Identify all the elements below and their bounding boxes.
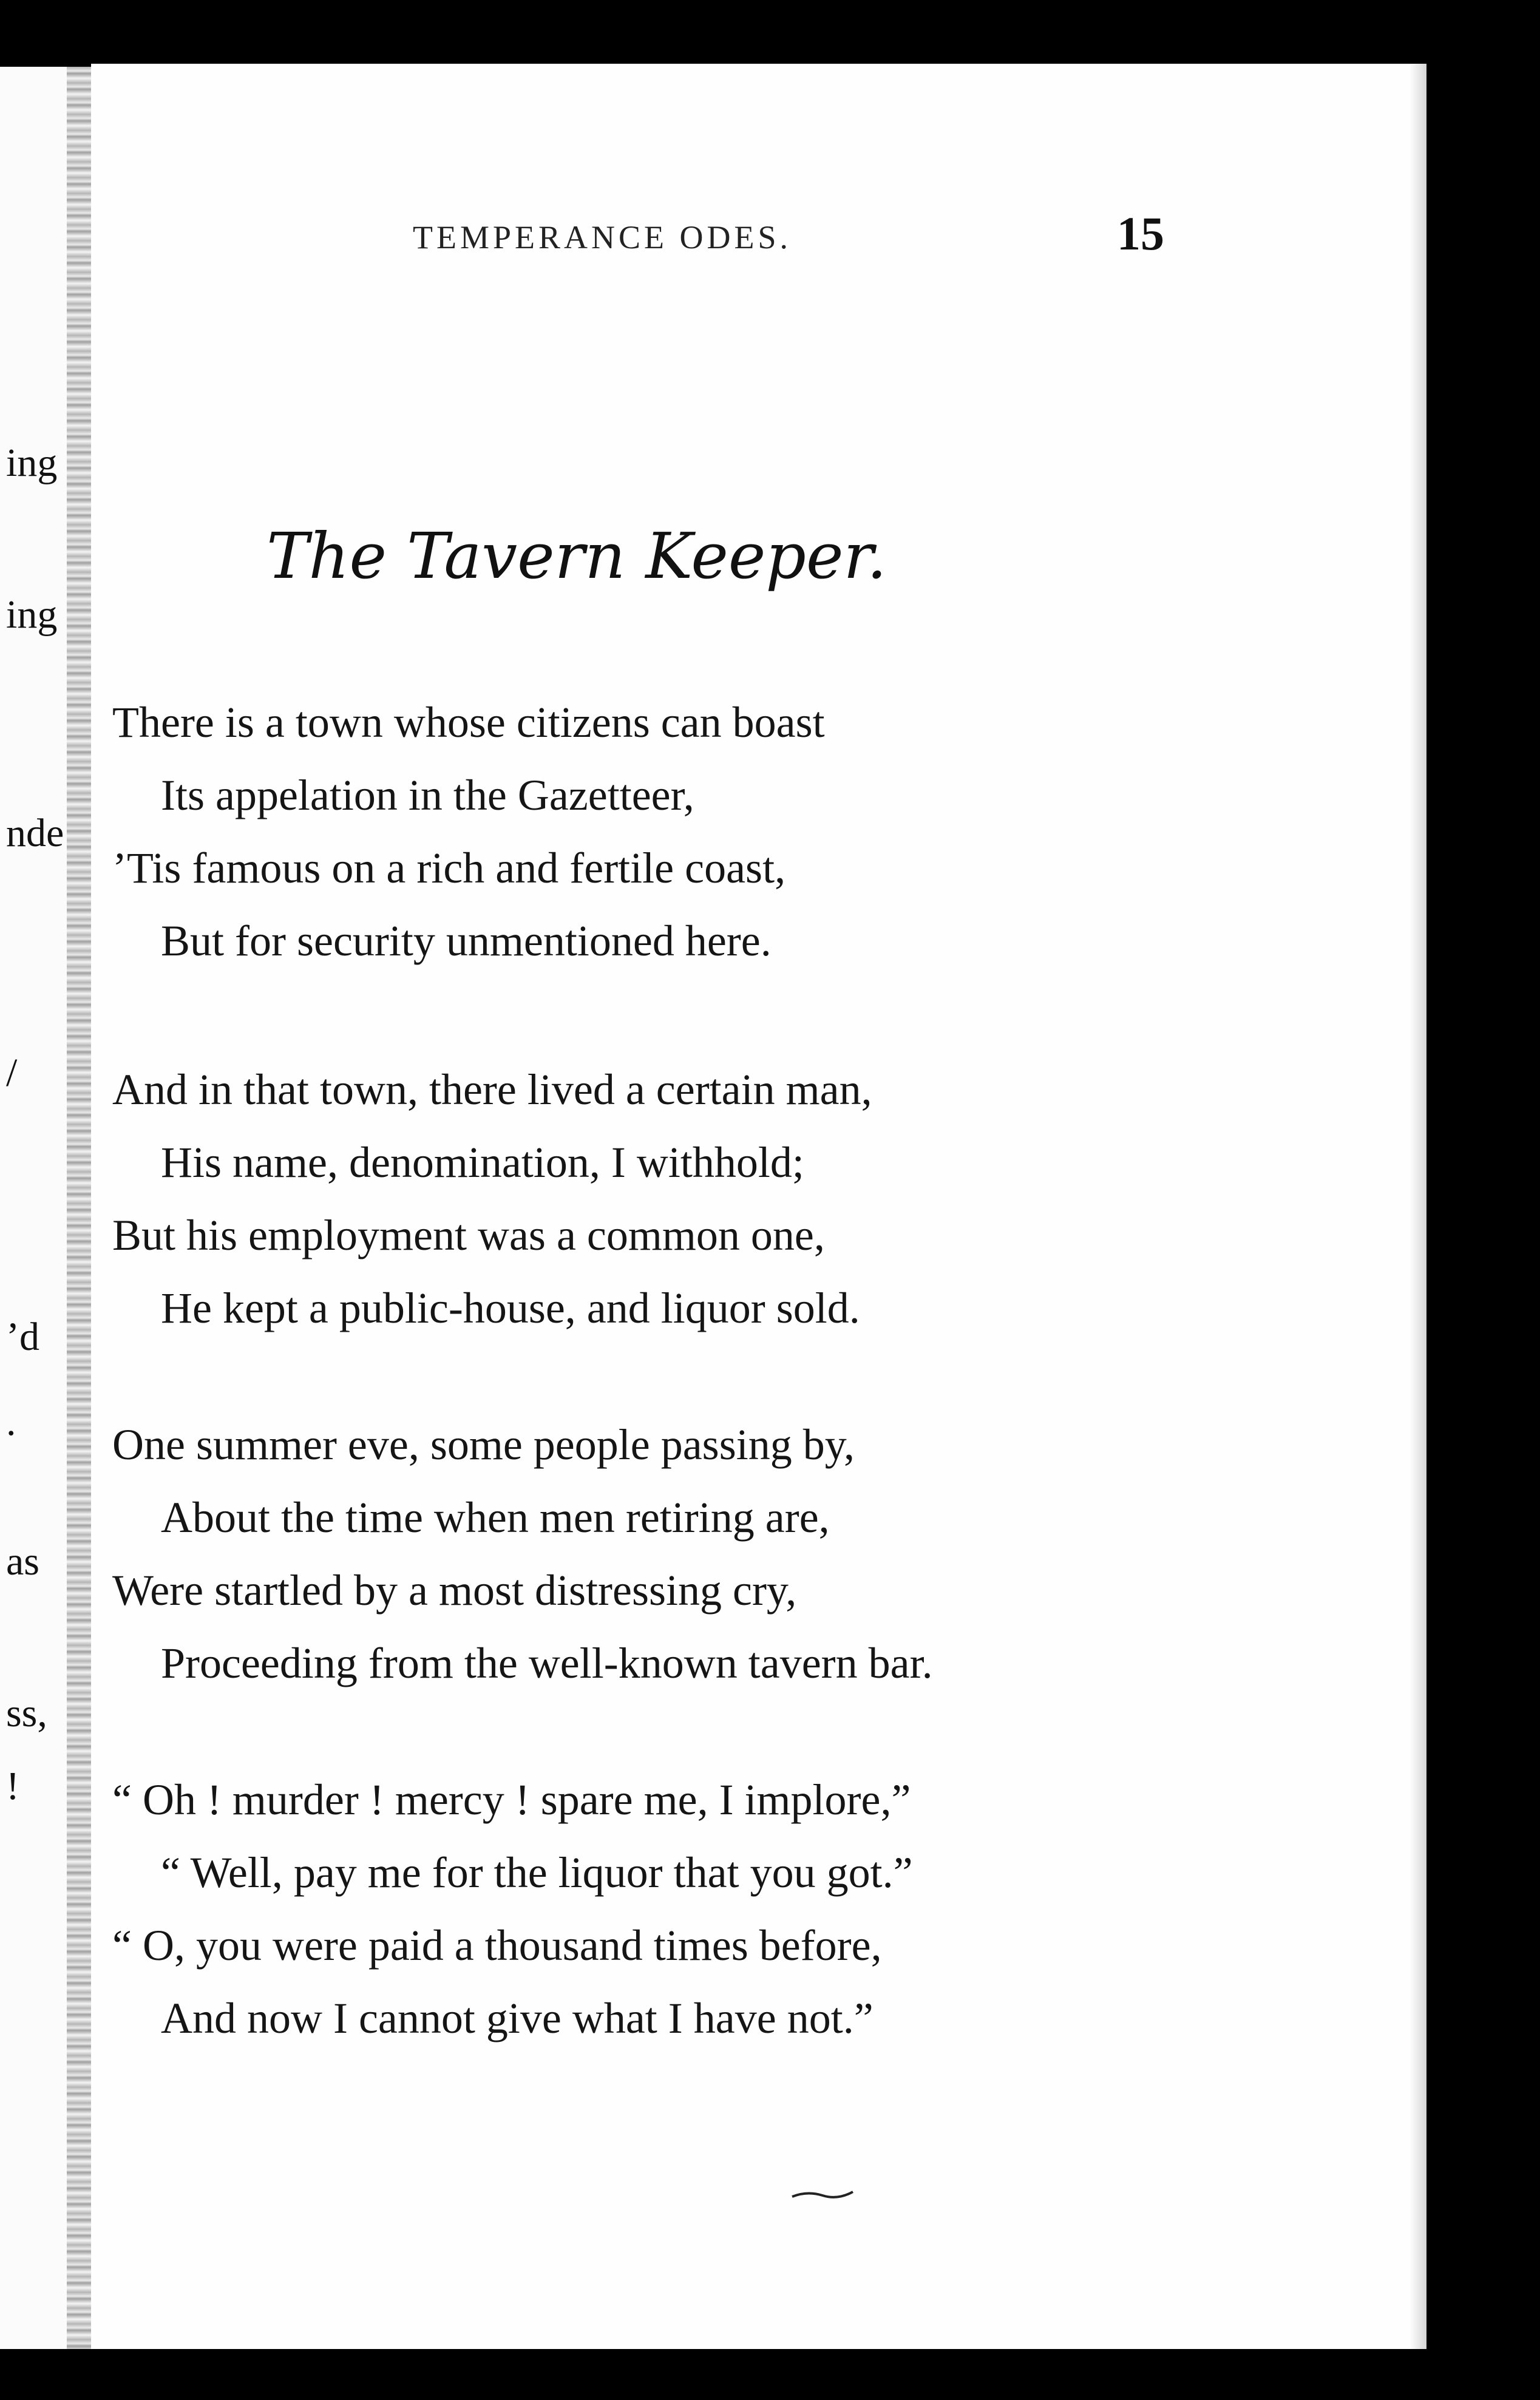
poem-title: The Tavern Keeper.: [266, 519, 887, 593]
facing-page-fragment: .: [6, 1400, 16, 1444]
gutter-shadow: [67, 67, 91, 2349]
verse-line: “ Well, pay me for the liquor that you got.”: [161, 1848, 913, 1897]
facing-page-fragment: nde: [6, 811, 64, 855]
verse-line: He kept a public-house, and liquor sold.: [161, 1284, 860, 1332]
stanza: [112, 686, 1144, 977]
verse-line: But for security unmentioned here.: [161, 917, 772, 965]
book-page: [91, 64, 1426, 2349]
facing-page-fragment: ss,: [6, 1691, 47, 1735]
stanza: [112, 1053, 1144, 1344]
verse-line: Were startled by a most distressing cry,: [112, 1566, 797, 1615]
verse-line: And now I cannot give what I have not.”: [161, 1994, 873, 2042]
facing-page-edge: [0, 67, 91, 2349]
verse-line: His name, denomination, I withhold;: [161, 1138, 804, 1187]
verse-line: “ O, you were paid a thousand times before,: [112, 1921, 882, 1970]
facing-page-fragment: /: [6, 1051, 18, 1095]
verse-line: But his employment was a common one,: [112, 1211, 825, 1259]
verse-line: About the time when men retiring are,: [161, 1493, 830, 1542]
stanza: [112, 1763, 1144, 2055]
verse-line: And in that town, there lived a certain man,: [112, 1065, 872, 1114]
stanza: [112, 1408, 1144, 1700]
verse-line: ’Tis famous on a rich and fertile coast,: [112, 844, 786, 892]
ink-mark: [789, 2188, 856, 2200]
verse-line: One summer eve, some people passing by,: [112, 1420, 855, 1469]
running-head: TEMPERANCE ODES.: [413, 219, 792, 256]
page-edge-shadow: [1409, 64, 1426, 2349]
verse-line: There is a town whose citizens can boast: [112, 698, 825, 747]
facing-page-fragment: ing: [6, 592, 58, 637]
facing-page-fragment: as: [6, 1539, 39, 1584]
facing-page-fragment: ing: [6, 441, 58, 485]
verse-line: Its appelation in the Gazetteer,: [161, 771, 694, 819]
facing-page-fragment: !: [6, 1764, 19, 1808]
verse-line: “ Oh ! murder ! mercy ! spare me, I implore,”: [112, 1775, 911, 1824]
page-number: 15: [1117, 207, 1164, 260]
verse-line: Proceeding from the well-known tavern bar.: [161, 1639, 933, 1687]
facing-page-fragment: ’d: [6, 1315, 39, 1359]
